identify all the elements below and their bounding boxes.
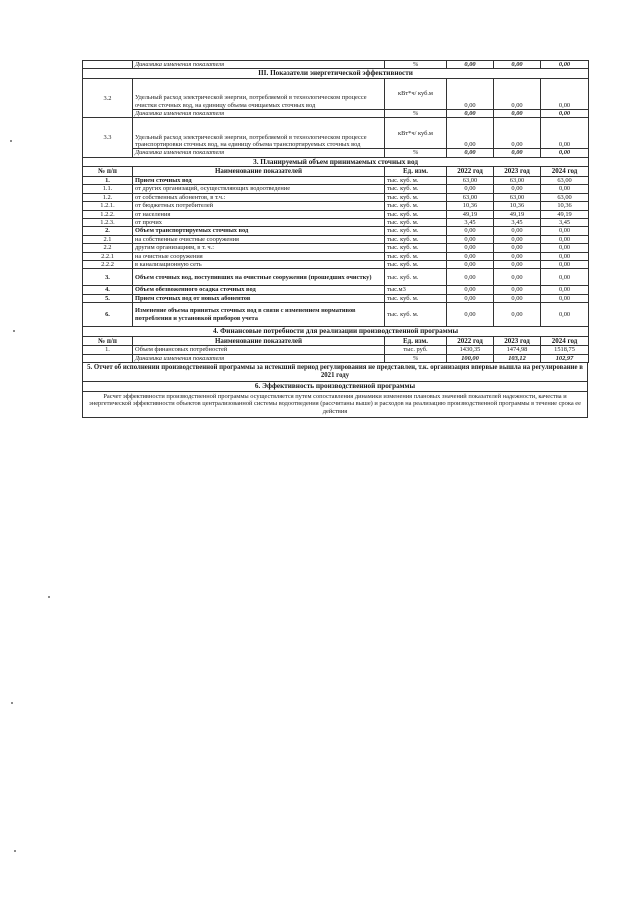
energy-dynamics-row — [83, 149, 589, 157]
row-number: 1.1. — [83, 185, 133, 193]
value-cell: 0,00 — [447, 261, 494, 269]
value-cell: 0,00 — [494, 149, 541, 157]
scan-speck — [14, 850, 16, 852]
scan-speck — [10, 140, 12, 142]
top-dynamics-row — [83, 61, 589, 69]
indicator-name: Динамика изменения показателя — [133, 354, 385, 362]
row-number: 2.2.2 — [83, 261, 133, 269]
unit-cell: тыс. куб. м. — [385, 303, 447, 327]
table-row — [83, 244, 589, 252]
unit-cell: тыс. куб. м. — [385, 185, 447, 193]
section-title: 3. Планируемый объем принимаемых сточных вод — [83, 158, 589, 167]
indicator-name: от населения — [133, 210, 385, 218]
unit-cell: кВт*ч/ куб.м — [385, 79, 447, 110]
scan-speck — [11, 702, 13, 704]
value-cell: 3,45 — [541, 219, 589, 227]
table-row — [83, 269, 589, 286]
indicator-name: Удельный расход электрической энергии, потребляемой в технологическом процессе очистки сточных вод, на единицу объема очищаемых сточных вод — [133, 79, 385, 110]
value-cell: 103,12 — [494, 354, 541, 362]
value-cell: 10,36 — [494, 202, 541, 210]
table-row — [83, 219, 589, 227]
value-cell: 0,00 — [541, 227, 589, 235]
value-cell: 0,00 — [494, 235, 541, 243]
value-cell: 0,00 — [541, 294, 589, 302]
row-number: 1.2.2. — [83, 210, 133, 218]
header-year: 2024 год — [541, 167, 589, 177]
row-number: 4. — [83, 286, 133, 294]
value-cell: 0,00 — [447, 79, 494, 110]
value-cell: 63,00 — [447, 177, 494, 185]
efficiency-text: Расчет эффективности производственной программы осуществляется путем сопоставления динамики изменения плановых значений показателей надежности, качества и энергетической эффективности объектов централизованной системы водоотведения (рассчитаны выше) и расходов на реализацию производственной программы в течение срока ее действия — [83, 391, 588, 417]
indicator-name: на очистные сооружения — [133, 252, 385, 260]
value-cell: 0,00 — [494, 110, 541, 118]
unit-cell: тыс. куб. м. — [385, 219, 447, 227]
header-year: 2022 год — [447, 336, 494, 346]
row-number: 2.1 — [83, 235, 133, 243]
value-cell: 0,00 — [541, 269, 589, 286]
row-number: 3. — [83, 269, 133, 286]
value-cell: 3,45 — [494, 219, 541, 227]
value-cell: 0,00 — [447, 244, 494, 252]
value-cell: 0,00 — [541, 110, 589, 118]
indicator-name: Объем финансовых потребностей — [133, 346, 385, 354]
value-cell: 63,00 — [494, 177, 541, 185]
value-cell: 49,19 — [541, 210, 589, 218]
value-cell: 63,00 — [494, 193, 541, 201]
row-number: 2.2.1 — [83, 252, 133, 260]
value-cell: 0,00 — [494, 252, 541, 260]
table-header — [83, 336, 589, 346]
row-number: 1. — [83, 177, 133, 185]
unit-cell: тыс. куб. м. — [385, 177, 447, 185]
planned-volume-table — [82, 158, 589, 327]
row-number: 1.2.1. — [83, 202, 133, 210]
table-row — [83, 346, 589, 354]
indicator-name: Изменение объема принятых сточных вод в связи с изменением нормативов потребления и установкой приборов учета — [133, 303, 385, 327]
row-number: 2. — [83, 227, 133, 235]
energy-dynamics-row — [83, 110, 589, 118]
value-cell: 0,00 — [541, 61, 589, 69]
value-cell: 0,00 — [494, 61, 541, 69]
header-name: Наименование показателей — [133, 167, 385, 177]
indicator-name: Объем обезвоженного осадка сточных вод — [133, 286, 385, 294]
table-row — [83, 177, 589, 185]
header-num: № п/п — [83, 336, 133, 346]
section-title: 6. Эффективность производственной программы — [83, 382, 588, 392]
value-cell: 0,00 — [494, 79, 541, 110]
scan-speck — [48, 596, 50, 598]
table-row — [83, 185, 589, 193]
value-cell: 0,00 — [494, 294, 541, 302]
indicator-name: от прочих — [133, 219, 385, 227]
row-number — [83, 354, 133, 362]
header-year: 2023 год — [494, 336, 541, 346]
value-cell: 0,00 — [541, 118, 589, 149]
indicator-name: от бюджетных потребителей — [133, 202, 385, 210]
unit-cell: % — [385, 110, 447, 118]
unit-cell: кВт*ч/ куб.м — [385, 118, 447, 149]
value-cell: 0,00 — [447, 61, 494, 69]
energy-efficiency-table — [82, 60, 589, 158]
row-number: 1.2.3. — [83, 219, 133, 227]
unit-cell: тыс. куб. м. — [385, 261, 447, 269]
value-cell: 100,00 — [447, 354, 494, 362]
value-cell: 0,00 — [541, 252, 589, 260]
indicator-name: от других организаций, осуществляющих водоотведение — [133, 185, 385, 193]
value-cell: 49,19 — [447, 210, 494, 218]
value-cell: 0,00 — [447, 286, 494, 294]
table-row — [83, 261, 589, 269]
document-sheet — [82, 60, 588, 418]
value-cell: 0,00 — [494, 261, 541, 269]
table-row — [83, 252, 589, 260]
value-cell: 0,00 — [494, 185, 541, 193]
dynamics-label: Динамика изменения показателя — [133, 61, 385, 69]
header-unit: Ед. изм. — [385, 336, 447, 346]
unit-cell: тыс.м3 — [385, 286, 447, 294]
indicator-name: Объем сточных вод, поступивших на очистные сооружения (прошедших очистку) — [133, 269, 385, 286]
energy-row — [83, 79, 589, 110]
value-cell: 0,00 — [494, 118, 541, 149]
table-header — [83, 167, 589, 177]
unit-cell: % — [385, 354, 447, 362]
value-cell: 10,36 — [541, 202, 589, 210]
table-row — [83, 227, 589, 235]
energy-row — [83, 118, 589, 149]
value-cell: 0,00 — [541, 303, 589, 327]
indicator-name: в канализационную сеть — [133, 261, 385, 269]
value-cell: 1474,98 — [494, 346, 541, 354]
value-cell: 0,00 — [447, 303, 494, 327]
unit-cell: тыс. куб. м. — [385, 294, 447, 302]
header-year: 2023 год — [494, 167, 541, 177]
value-cell: 0,00 — [541, 286, 589, 294]
table-row — [83, 354, 589, 362]
table-row — [83, 303, 589, 327]
table-row — [83, 286, 589, 294]
value-cell: 0,00 — [447, 149, 494, 157]
value-cell: 0,00 — [541, 149, 589, 157]
value-cell: 0,00 — [494, 303, 541, 327]
header-unit: Ед. изм. — [385, 167, 447, 177]
section-title: 4. Финансовые потребности для реализации производственной программы — [83, 327, 589, 336]
indicator-name: на собственные очистные сооружения — [133, 235, 385, 243]
unit-cell: тыс. куб. м. — [385, 227, 447, 235]
value-cell: 0,00 — [494, 244, 541, 252]
unit-cell: тыс. куб. м. — [385, 269, 447, 286]
value-cell: 0,00 — [494, 269, 541, 286]
value-cell: 1518,75 — [541, 346, 589, 354]
unit-cell: тыс. куб. м. — [385, 210, 447, 218]
value-cell: 0,00 — [447, 269, 494, 286]
scan-speck — [13, 330, 15, 332]
unit-cell: тыс. куб. м. — [385, 235, 447, 243]
indicator-name: Прием сточных вод от новых абонентов — [133, 294, 385, 302]
table-row — [83, 202, 589, 210]
table-row — [83, 210, 589, 218]
value-cell: 0,00 — [447, 294, 494, 302]
table-row — [83, 294, 589, 302]
value-cell: 0,00 — [447, 185, 494, 193]
header-num: № п/п — [83, 167, 133, 177]
indicator-name: Объем транспортируемых сточных вод — [133, 227, 385, 235]
value-cell: 0,00 — [447, 118, 494, 149]
row-number: 1.2. — [83, 193, 133, 201]
value-cell: 0,00 — [541, 244, 589, 252]
header-name: Наименование показателей — [133, 336, 385, 346]
row-number: 1. — [83, 346, 133, 354]
row-number: 5. — [83, 294, 133, 302]
unit-cell: % — [385, 61, 447, 69]
value-cell: 63,00 — [541, 193, 589, 201]
header-year: 2022 год — [447, 167, 494, 177]
value-cell: 3,45 — [447, 219, 494, 227]
unit-cell: тыс. куб. м. — [385, 252, 447, 260]
header-year: 2024 год — [541, 336, 589, 346]
unit-cell: тыс. куб. м. — [385, 244, 447, 252]
unit-cell: тыс. куб. м. — [385, 193, 447, 201]
value-cell: 10,36 — [447, 202, 494, 210]
value-cell: 63,00 — [541, 177, 589, 185]
value-cell: 49,19 — [494, 210, 541, 218]
dynamics-label: Динамика изменения показателя — [133, 110, 385, 118]
value-cell: 1430,35 — [447, 346, 494, 354]
finance-table — [82, 327, 589, 363]
table-row — [83, 193, 589, 201]
value-cell: 0,00 — [541, 79, 589, 110]
row-number: 6. — [83, 303, 133, 327]
row-number: 2.2 — [83, 244, 133, 252]
indicator-name: другим организациям, в т. ч.: — [133, 244, 385, 252]
value-cell: 0,00 — [494, 227, 541, 235]
value-cell: 0,00 — [447, 110, 494, 118]
indicator-name: Прием сточных вод — [133, 177, 385, 185]
dynamics-label: Динамика изменения показателя — [133, 149, 385, 157]
unit-cell: % — [385, 149, 447, 157]
unit-cell: тыс. куб. м. — [385, 202, 447, 210]
value-cell: 0,00 — [447, 227, 494, 235]
table-row — [83, 235, 589, 243]
value-cell: 0,00 — [447, 252, 494, 260]
unit-cell: тыс. руб. — [385, 346, 447, 354]
notes-table — [82, 363, 588, 417]
report-note: 5. Отчет об исполнении производственной программы за истекший период регулирования не представлен, т.к. организация впервые вышла на регулирование в 2021 году — [83, 363, 588, 382]
section-title: III. Показатели энергетической эффективности — [83, 69, 589, 79]
value-cell: 0,00 — [541, 235, 589, 243]
indicator-name: от собственных абонентов, в т.ч.: — [133, 193, 385, 201]
value-cell: 0,00 — [541, 185, 589, 193]
value-cell: 63,00 — [447, 193, 494, 201]
value-cell: 102,97 — [541, 354, 589, 362]
row-number: 3.2 — [83, 79, 133, 118]
value-cell: 0,00 — [447, 235, 494, 243]
value-cell: 0,00 — [541, 261, 589, 269]
value-cell: 0,00 — [494, 286, 541, 294]
row-number: 3.3 — [83, 118, 133, 157]
indicator-name: Удельный расход электрической энергии, потребляемой в технологическом процессе транспортировки сточных вод, на единицу объема транспортируемых сточных вод — [133, 118, 385, 149]
